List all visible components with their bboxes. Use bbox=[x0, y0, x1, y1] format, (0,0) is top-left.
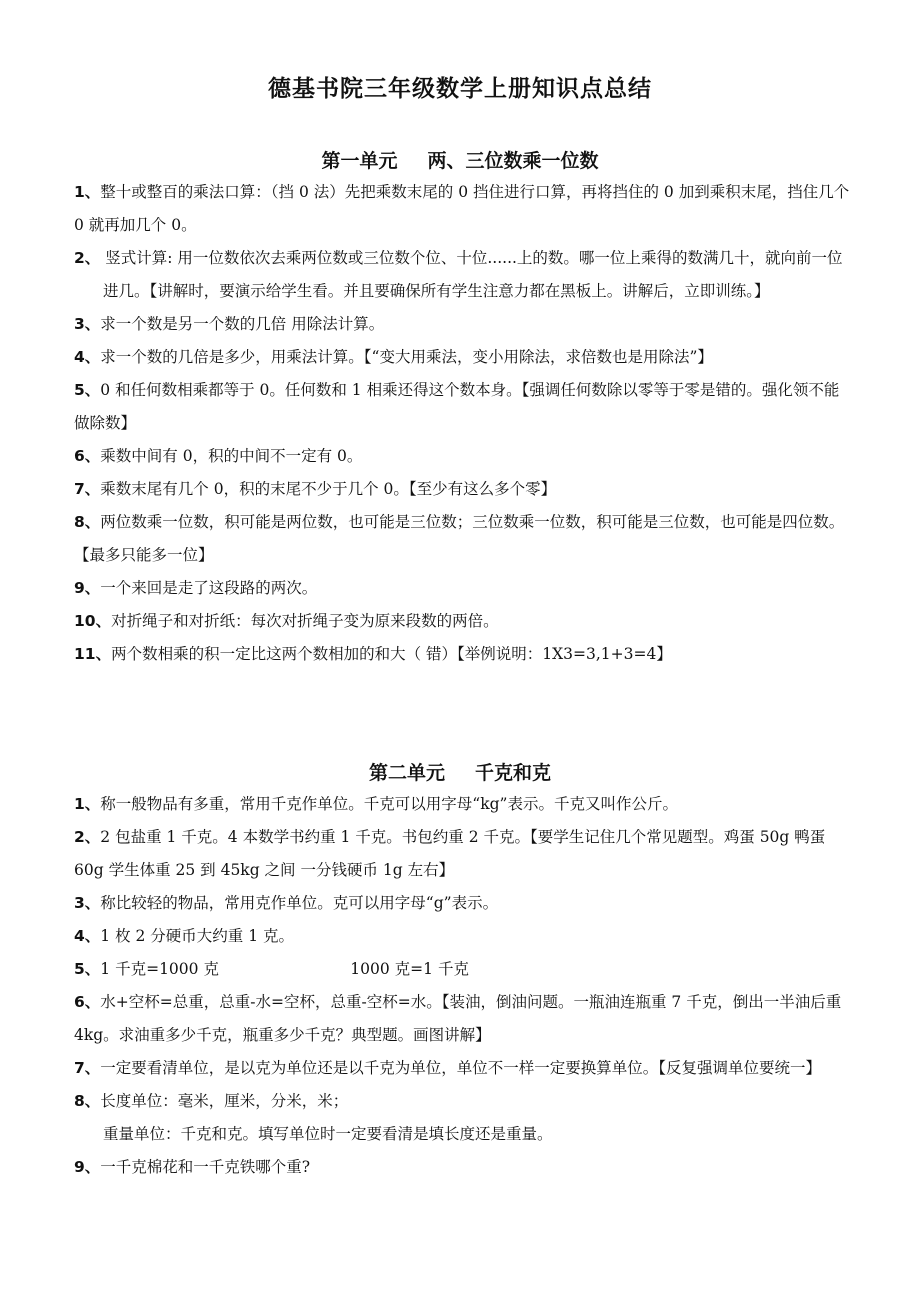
list-item bbox=[74, 440, 854, 473]
item-number: 6、 bbox=[74, 447, 101, 465]
list-item bbox=[74, 374, 854, 440]
item-number: 1、 bbox=[74, 795, 101, 813]
list-item bbox=[74, 308, 854, 341]
list-item bbox=[74, 638, 854, 671]
item-number: 8、 bbox=[74, 513, 101, 531]
item-text: 对折绳子和对折纸：每次对折绳子变为原来段数的两倍。 bbox=[111, 612, 499, 630]
item-number: 9、 bbox=[74, 579, 101, 597]
list-item bbox=[74, 821, 854, 887]
item-number: 3、 bbox=[74, 315, 101, 333]
list-item bbox=[74, 788, 854, 821]
unit1-heading-topic: 两、三位数乘一位数 bbox=[427, 150, 599, 172]
item-number: 6、 bbox=[74, 993, 101, 1011]
item-number: 7、 bbox=[74, 480, 101, 498]
item-text: 乘数中间有 0，积的中间不一定有 0。 bbox=[100, 447, 363, 465]
unit1-heading-label: 第一单元 bbox=[321, 150, 398, 172]
item-text: 求一个数是另一个数的几倍 用除法计算。 bbox=[100, 315, 385, 333]
list-item bbox=[74, 176, 854, 242]
unit2-list bbox=[74, 788, 854, 1184]
item-text: 求一个数的几倍是多少，用乘法计算。【“变大用乘法，变小用除法，求倍数也是用除法”】 bbox=[100, 348, 713, 366]
list-item bbox=[74, 953, 854, 986]
item-number: 2、 bbox=[74, 828, 101, 846]
item-text-left: 1 千克=1000 克 bbox=[100, 960, 219, 978]
item-number: 4、 bbox=[74, 348, 101, 366]
document-title: 德基书院三年级数学上册知识点总结 bbox=[268, 76, 652, 102]
unit2-heading-label: 第二单元 bbox=[368, 762, 445, 784]
unit2-heading-topic: 千克和克 bbox=[475, 762, 552, 784]
list-item bbox=[74, 1151, 854, 1184]
item-text: 竖式计算: 用一位数依次去乘两位数或三位数个位、十位......上的数。哪一位上乘得的数满几十，就向前一位进几。【讲解时，要演示给学生看。并且要确保所有学生注意力都在黑板上。讲解后，立即训练。】 bbox=[100, 249, 843, 300]
list-item bbox=[74, 605, 854, 638]
item-number: 8、 bbox=[74, 1092, 101, 1110]
list-item bbox=[74, 572, 854, 605]
item-text: 乘数末尾有几个 0，积的末尾不少于几个 0。【至少有这么多个零】 bbox=[100, 480, 557, 498]
item-text: 称一般物品有多重，常用千克作单位。千克可以用字母“kg”表示。千克又叫作公斤。 bbox=[100, 795, 678, 813]
item-text: 2 包盐重 1 千克。4 本数学书约重 1 千克。书包约重 2 千克。【要学生记住几个常见题型。鸡蛋 50g 鸭蛋 60g 学生体重 25 到 45kg 之间 一分钱硬币 1g 左右】 bbox=[74, 828, 826, 879]
item-number: 5、 bbox=[74, 381, 101, 399]
item-number: 1、 bbox=[74, 183, 101, 201]
list-item bbox=[74, 1052, 854, 1085]
list-item bbox=[74, 920, 854, 953]
list-item bbox=[74, 341, 854, 374]
item-number: 9、 bbox=[74, 1158, 101, 1176]
item-text: 长度单位：毫米，厘米，分米，米； bbox=[100, 1092, 349, 1110]
item-continuation: 重量单位：千克和克。填写单位时一定要看清是填长度还是重量。 bbox=[103, 1125, 553, 1143]
item-number: 4、 bbox=[74, 927, 101, 945]
item-text: 一定要看清单位，是以克为单位还是以千克为单位，单位不一样一定要换算单位。【反复强调单位要统一】 bbox=[100, 1059, 822, 1077]
item-text: 一个来回是走了这段路的两次。 bbox=[100, 579, 318, 597]
unit2-heading bbox=[0, 758, 920, 785]
item-text: 两个数相乘的积一定比这两个数相加的和大（ 错）【举例说明：1X3=3,1+3=4】 bbox=[111, 645, 672, 663]
item-text: 0 和任何数相乘都等于 0。任何数和 1 相乘还得这个数本身。【强调任何数除以零等于零是错的。强化领不能做除数】 bbox=[74, 381, 840, 432]
list-item bbox=[74, 473, 854, 506]
item-number: 3、 bbox=[74, 894, 101, 912]
unit1-list bbox=[74, 176, 854, 671]
list-item bbox=[74, 242, 854, 308]
item-text: 一千克棉花和一千克铁哪个重? bbox=[100, 1158, 311, 1176]
item-number: 11、 bbox=[74, 645, 112, 663]
item-text: 两位数乘一位数，积可能是两位数，也可能是三位数；三位数乘一位数，积可能是三位数，也可能是四位数。【最多只能多一位】 bbox=[74, 513, 845, 564]
item-text: 1 枚 2 分硬币大约重 1 克。 bbox=[100, 927, 295, 945]
list-item bbox=[74, 986, 854, 1052]
item-number: 2、 bbox=[74, 249, 101, 267]
item-text-right: 1000 克=1 千克 bbox=[350, 960, 469, 978]
item-text: 称比较轻的物品，常用克作单位。克可以用字母“g”表示。 bbox=[100, 894, 499, 912]
list-item bbox=[74, 887, 854, 920]
item-number: 10、 bbox=[74, 612, 112, 630]
item-number: 7、 bbox=[74, 1059, 101, 1077]
list-item bbox=[74, 1085, 854, 1151]
list-item bbox=[74, 506, 854, 572]
item-number: 5、 bbox=[74, 960, 101, 978]
unit1-heading bbox=[0, 146, 920, 173]
item-text: 整十或整百的乘法口算：（挡 0 法）先把乘数末尾的 0 挡住进行口算，再将挡住的 0 加到乘积末尾，挡住几个 0 就再加几个 0。 bbox=[74, 183, 850, 234]
item-text: 水+空杯=总重，总重-水=空杯，总重-空杯=水。【装油，倒油问题。一瓶油连瓶重 7 千克，倒出一半油后重 4kg。求油重多少千克，瓶重多少千克？典型题。画图讲解】 bbox=[74, 993, 842, 1044]
